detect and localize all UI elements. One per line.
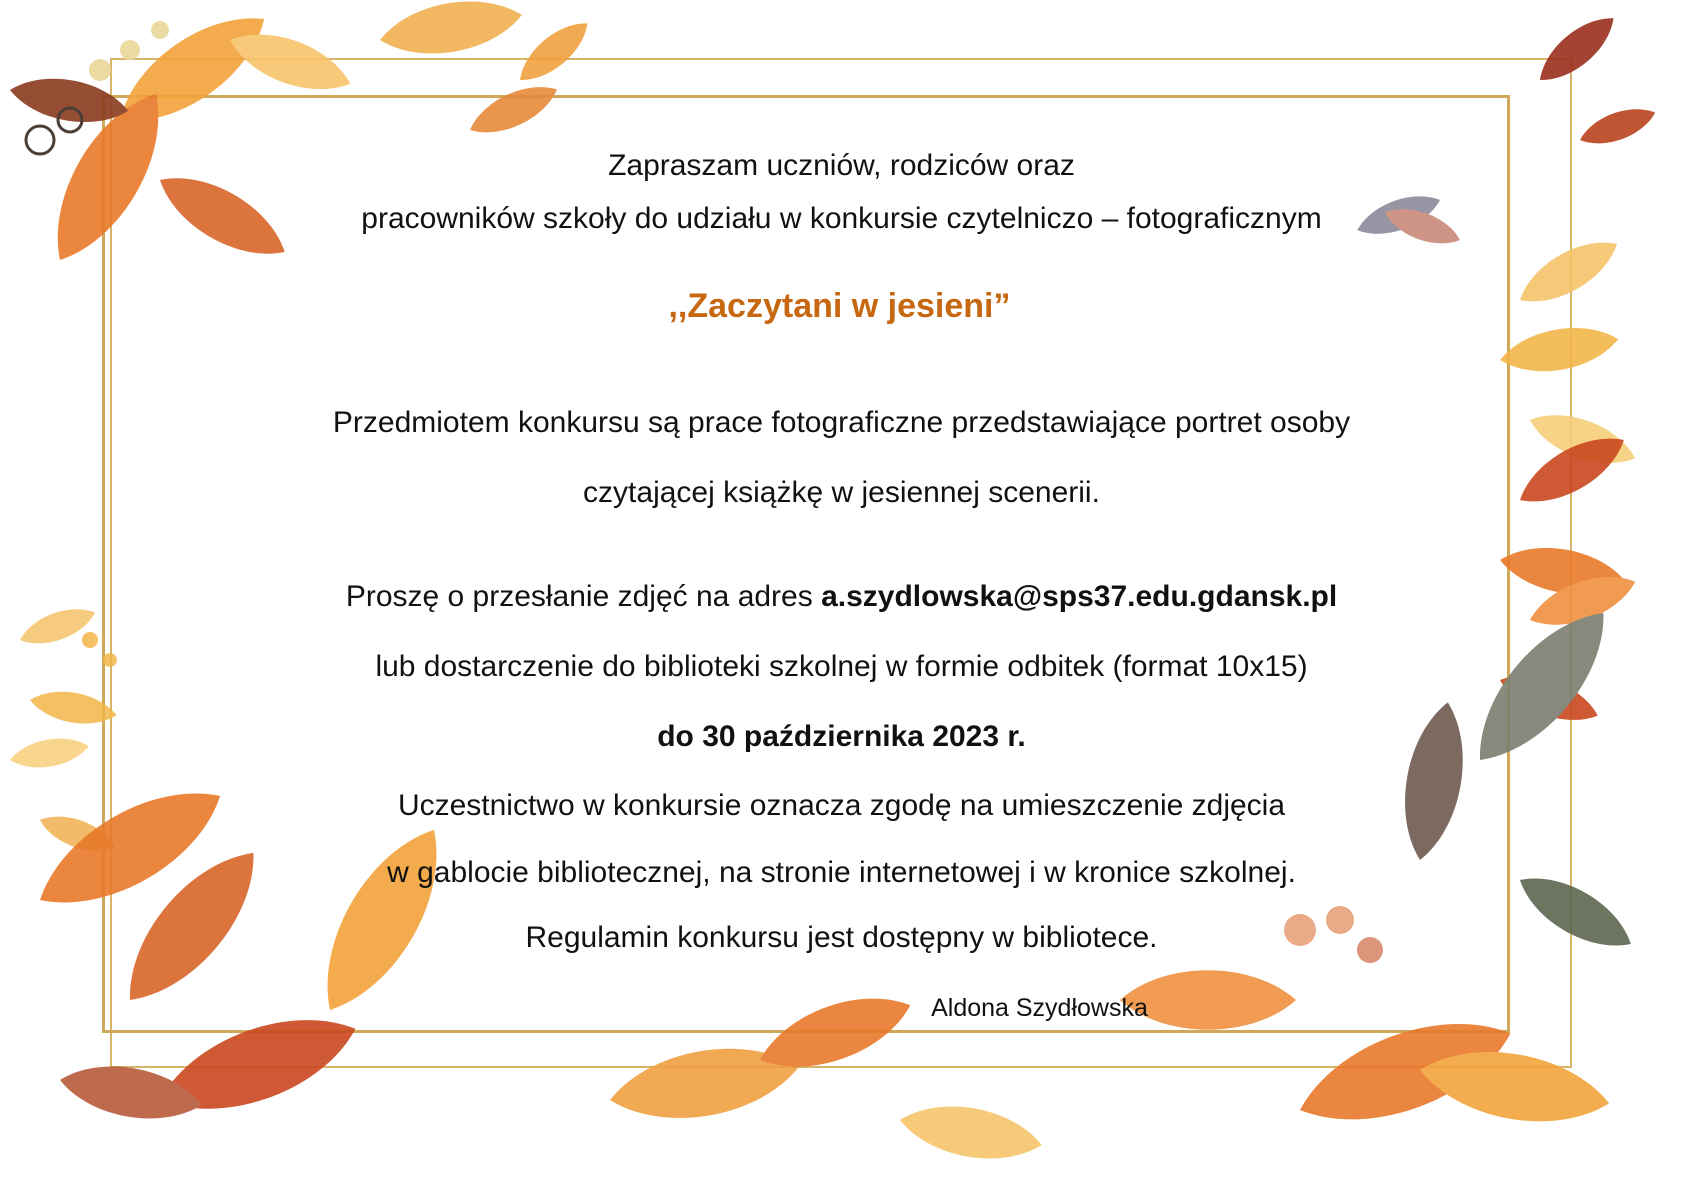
- deliver-line: lub dostarczenie do biblioteki szkolnej w formie odbitek (format 10x15): [375, 650, 1308, 683]
- send-line: [0, 579, 1683, 615]
- contest-title: ,,Zaczytani w jesieni”: [668, 287, 1011, 325]
- consent-line-2: w gablocie bibliotecznej, na stronie internetowej i w kronice szkolnej.: [387, 856, 1296, 889]
- subject-line-1: Przedmiotem konkursu są prace fotograficzne przedstawiające portret osoby: [332, 406, 1351, 439]
- consent-line-1: Uczestnictwo w konkursie oznacza zgodę na umieszczenie zdjęcia: [397, 789, 1286, 822]
- signature: Aldona Szydłowska: [931, 994, 1148, 1022]
- invitation-line-2: pracowników szkoły do udziału w konkursie czytelniczo – fotograficznym: [361, 202, 1322, 235]
- send-prefix: Proszę o przesłanie zdjęć na adres: [345, 580, 822, 613]
- email-address[interactable]: a.szydlowska@sps37.edu.gdansk.pl: [821, 580, 1338, 613]
- subject-line-2: czytającej książkę w jesiennej scenerii.: [583, 476, 1100, 509]
- deadline: do 30 października 2023 r.: [657, 720, 1026, 753]
- invitation-line-1: Zapraszam uczniów, rodziców oraz: [608, 149, 1075, 182]
- rules-line: Regulamin konkursu jest dostępny w bibliotece.: [525, 921, 1158, 954]
